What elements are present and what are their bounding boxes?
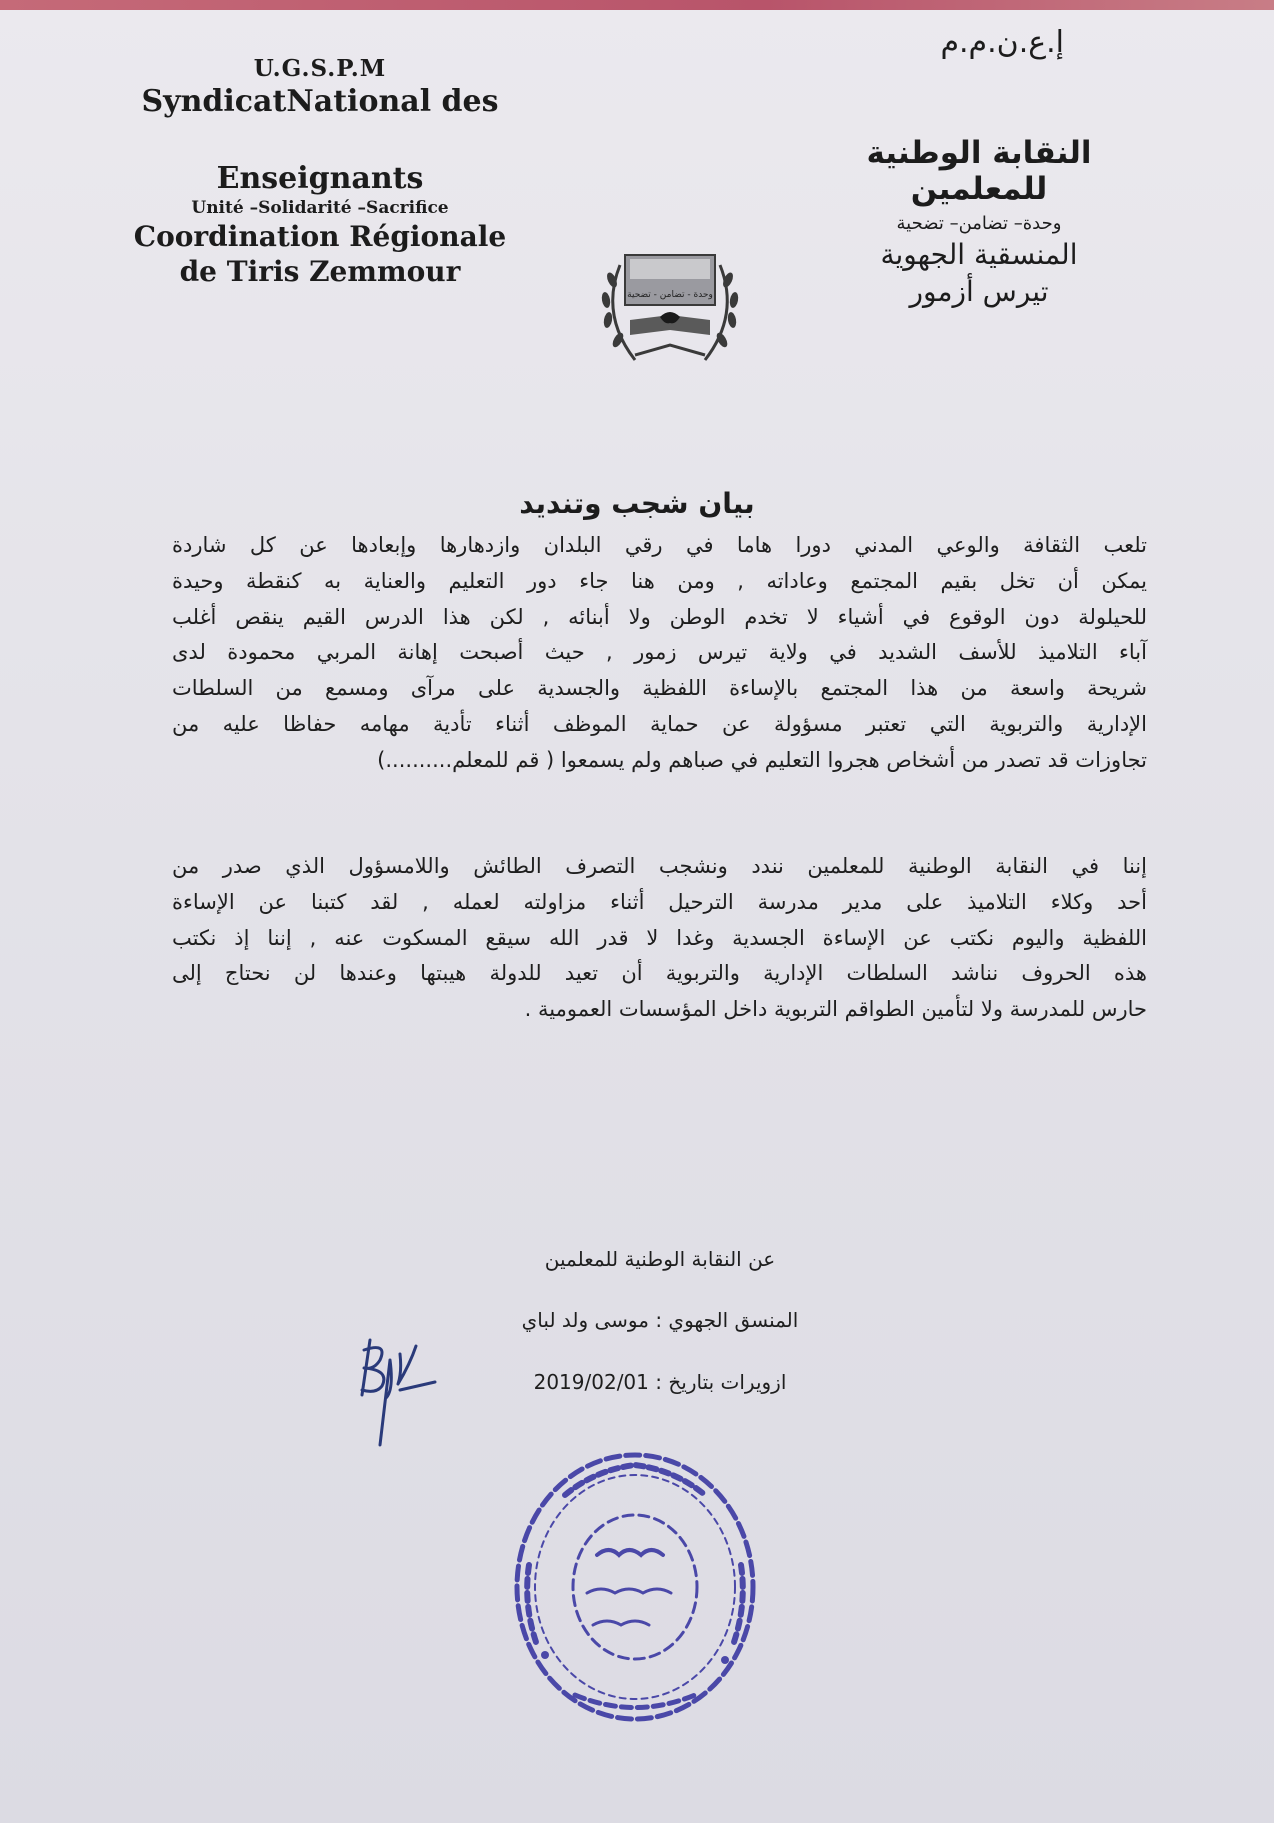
union-logo-emblem: [590, 245, 750, 380]
paragraph-line: آباء التلاميذ للأسف الشديد في ولاية تيرس زمور , حيث أصبحت إهانة المربي محمودة لدى: [172, 640, 1147, 665]
logo-motto: وحدة - تضامن - تضحية: [627, 290, 713, 300]
arabic-region: تيرس أزمور: [909, 275, 1049, 308]
union-motto: Unité –Solidarité –Sacrifice: [191, 198, 449, 218]
on-behalf-of: عن النقابة الوطنية للمعلمين: [544, 1247, 776, 1271]
handwritten-signature: [350, 1320, 440, 1450]
coordination-line2: de Tiris Zemmour: [179, 255, 461, 288]
paper-edge: [0, 0, 1274, 10]
paragraph-line: يمكن أن تخل بقيم المجتمع وعاداته , ومن هنا جاء دور التعليم والعناية به كنقطة وحيدة: [172, 568, 1147, 593]
paragraph-line: حارس للمدرسة ولا لتأمين الطواقم التربوية داخل المؤسسات العمومية .: [524, 997, 1147, 1022]
paragraph-line: هذه الحروف نناشد السلطات الإدارية والتربوية أن تعيد للدولة هيبتها وعندها لن نحتاج إلى: [172, 961, 1147, 986]
paragraph-line: اللفظية واليوم نكتب عن الإساءة الجسدية وغدا لا قدر الله سيقع المسكوت عنه , إننا إذ نكتب: [172, 925, 1147, 950]
official-round-stamp: [505, 1445, 765, 1730]
arabic-letterhead: [799, 135, 1159, 308]
paragraph-line: تجاوزات قد تصدر من أشخاص هجروا التعليم في صباهم ولم يسمعوا ( قم للمعلم..........): [377, 747, 1147, 772]
paragraph-line: للحيلولة دون الوقوع في أشياء لا تخدم الوطن ولا أبنائه , لكن هذا الدرس القيم ينقص أغلب: [172, 604, 1147, 629]
union-name-line1: SyndicatNational des: [141, 84, 499, 119]
french-letterhead: [120, 55, 520, 288]
union-acronym: U.G.S.P.M: [253, 55, 387, 82]
arabic-union-name: النقابة الوطنية للمعلمين: [866, 135, 1092, 207]
paragraph-line: أحد وكلاء التلاميذ على مدير مدرسة الترحيل أثناء مزاولته لعمله , لقد كتبنا عن الإساءة: [172, 889, 1147, 914]
statement-title: بيان شجب وتنديد: [519, 487, 755, 520]
arabic-motto: وحدة– تضامن– تضحية: [896, 213, 1062, 234]
paragraph-line: تلعب الثقافة والوعي المدني دورا هاما في رقي البلدان وازدهارها وإبعادها عن كل شاردة: [172, 533, 1147, 557]
place-and-date: ازويرات بتاريخ : 2019/02/01: [533, 1370, 787, 1394]
paragraph-line: شريحة واسعة من هذا المجتمع بالإساءة اللفظية والجسدية على مرآى ومسمع من السلطات: [172, 676, 1147, 701]
paragraph-1: [172, 528, 1147, 779]
paragraph-line: الإدارية والتربوية التي تعتبر مسؤولة عن حماية الموظف أثناء تأدية مهامه حفاظا عليه من: [172, 711, 1147, 736]
arabic-coordination: المنسقية الجهوية: [880, 238, 1078, 271]
coordinator-name: المنسق الجهوي : موسى ولد لباي: [521, 1308, 799, 1332]
paragraph-line: إننا في النقابة الوطنية للمعلمين نندد ونشجب التصرف الطائش واللامسؤول الذي صدر من: [172, 854, 1147, 878]
paragraph-2: [172, 849, 1147, 1028]
coordination-line1: Coordination Régionale: [133, 220, 507, 253]
union-name-line2: Enseignants: [216, 161, 424, 196]
arabic-acronym: إ.ع.ن.م.م: [940, 25, 1064, 60]
signature-block: [450, 1245, 870, 1396]
